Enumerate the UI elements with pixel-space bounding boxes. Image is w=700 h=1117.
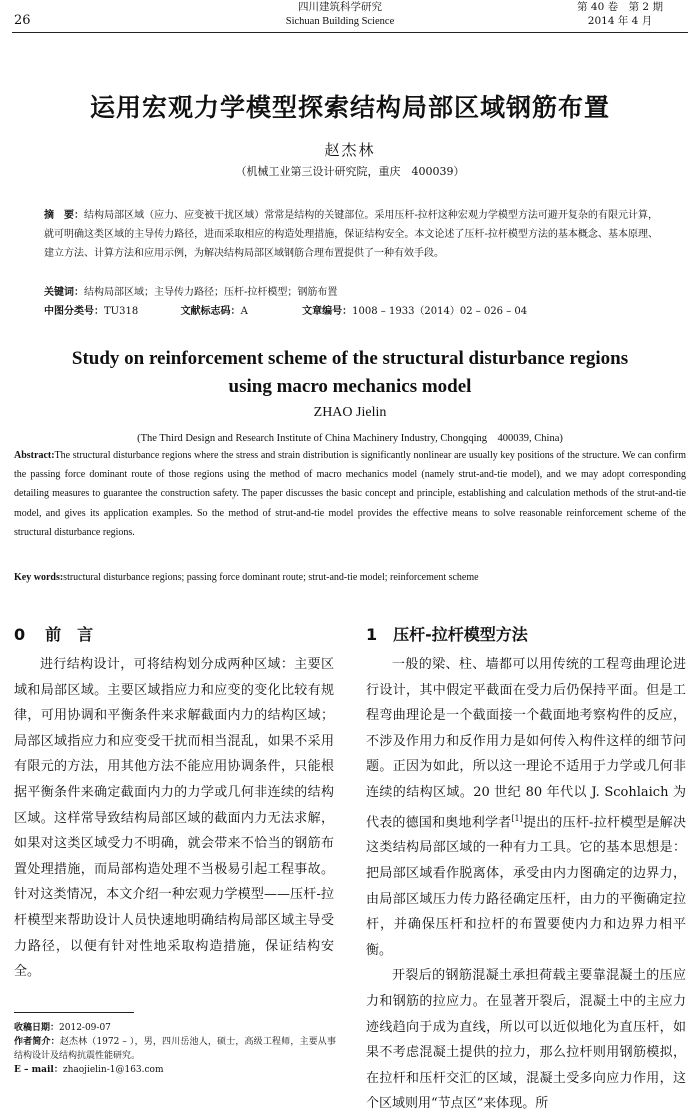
citation-1: [1] bbox=[511, 813, 523, 823]
clc-value: TU318 bbox=[104, 306, 139, 317]
author-email: zhaojielin-1@163.com bbox=[62, 1065, 164, 1075]
title-en-line1: Study on reinforcement scheme of the structural disturbance regions bbox=[71, 348, 629, 369]
abstract-en-text: The structural disturbance regions where the stress and strain distribution is significantly nonlinear are usually key positions of the structure. We can confirm the passing force dominant route of those regions using the method of macro mechanics model (namely strut-and-tie model), and we may adopt corresponding detailing measures to guarantee the construction safety. The paper discusses the basic concept and principle, establishing and calculation methods of the strut-and-tie model, and gives its application examples. So the method of strut-and-tie model provides the effective means to solve reasonable reinforcement scheme of the structural disturbance regions. bbox=[14, 450, 686, 538]
author-en: ZHAO Jielin bbox=[313, 405, 387, 420]
affiliation-en: (The Third Design and Research Institute of China Machinery Industry, Chongqing 400039, China) bbox=[137, 433, 563, 444]
title-cn: 运用宏观力学模型探索结构局部区域钢筋布置 bbox=[89, 93, 610, 122]
abstract-en-label: Abstract: bbox=[14, 450, 55, 461]
keywords-cn-label: 关键词： bbox=[44, 287, 84, 298]
keywords-cn bbox=[44, 283, 658, 302]
title-en-line2: using macro mechanics model bbox=[228, 376, 472, 397]
abstract-cn bbox=[44, 206, 658, 263]
affiliation-cn: （机械工业第三设计研究院，重庆 400039） bbox=[235, 165, 465, 178]
received-date: 2012-09-07 bbox=[59, 1023, 111, 1033]
doc-code-label: 文献标志码： bbox=[180, 306, 241, 317]
keywords-en-text: structural disturbance regions; passing force dominant route; strut-and-tie model; reinforcement scheme bbox=[63, 572, 479, 583]
doc-code-value: A bbox=[240, 306, 248, 317]
journal-name-cn: 四川建筑科学研究 bbox=[298, 1, 382, 13]
section-0-title: 前 言 bbox=[45, 625, 94, 644]
keywords-cn-text: 结构局部区域；主导传力路径；压杆-拉杆模型；钢筋布置 bbox=[84, 287, 338, 298]
classification-line bbox=[44, 302, 658, 321]
keywords-en bbox=[14, 568, 686, 587]
abstract-cn-label: 摘 要： bbox=[44, 210, 85, 221]
received-label: 收稿日期： bbox=[14, 1023, 60, 1033]
section-1-body bbox=[366, 652, 686, 1117]
footnote bbox=[14, 1021, 336, 1077]
clc-label: 中图分类号： bbox=[44, 306, 104, 317]
keywords-en-label: Key words: bbox=[14, 572, 64, 583]
section-1-number: 1 bbox=[366, 625, 378, 644]
author-cn: 赵杰林 bbox=[324, 141, 376, 159]
section-1-title: 压杆-拉杆模型方法 bbox=[393, 625, 528, 644]
journal-name-en: Sichuan Building Science bbox=[285, 16, 395, 27]
issue-date: 2014 年 4 月 bbox=[587, 15, 653, 27]
section-0-heading bbox=[14, 622, 334, 645]
section-0-body bbox=[14, 652, 334, 985]
page-number: 26 bbox=[14, 13, 31, 28]
volume-issue: 第 40 卷 第 2 期 bbox=[577, 1, 663, 13]
abstract-en bbox=[14, 446, 686, 542]
footnote-rule bbox=[14, 1012, 134, 1013]
section-1-paragraph-1-text-a: 一般的梁、柱、墙都可以用传统的工程弯曲理论进行设计，其中假定平截面在受力后仍保持平面。但是工程弯曲理论是一个截面接一个截面地考察构件的反应，不涉及作用力和反作用力是如何传入构件这样的细节问题。正因为如此，所以这一理论不适用于力学或几何非连续的结构区域。20 世纪 80 年代以 J. Scohlaich 为代表的德国和奥地利学者 bbox=[366, 657, 686, 830]
section-1-paragraph-2: 开裂后的钢筋混凝土承担荷载主要靠混凝土的压应力和钢筋的拉应力。在显著开裂后，混凝土中的主应力迹线趋向于成为直线，所以可以近似地化为直压杆，如果不考虑混凝土提供的拉力，那么拉杆则用钢筋模拟，在拉杆和压杆交汇的区域，混凝土受多向应力作用，这个区域则用“节点区”来体现。所 bbox=[366, 968, 686, 1112]
article-number-label: 文章编号： bbox=[302, 306, 353, 317]
section-1-paragraph-1-text-b: 提出的压杆-拉杆模型是解决这类结构局部区域的一种有力工具。它的基本思想是：把局部区域看作脱离体，承受由内力图确定的边界力，由局部区域压力传力路径确定压杆，由力的平衡确定拉杆，并确保压杆和拉杆的布置要使内力和边界力相平衡。 bbox=[366, 814, 686, 958]
section-1-paragraph-1 bbox=[366, 652, 686, 963]
author-bio: 赵杰林（1972 – ），男，四川岳池人，硕士，高级工程师，主要从事结构设计及结构抗震性能研究。 bbox=[14, 1037, 336, 1061]
section-0-paragraph-1: 进行结构设计，可将结构划分成两种区域：主要区域和局部区域。主要区域指应力和应变的变化比较有规律，可用协调和平衡条件来求解截面内力的结构区域；局部区域指应力和应变受干扰而相当混乱，如果不采用有限元的方法，用其他方法不能应用协调条件，只能根据平衡条件来确定截面内力的力学或几何非连续的结构区域。这样常导致结构局部区域的截面内力无法求解，如果对这类区域受力不明确，就会带来不恰当的钢筋布置处理措施，而局部构造处理不当极易引起工程事故。针对这类情况，本文介绍一种宏观力学模型——压杆-拉杆模型来帮助设计人员快速地明确结构局部区域主导受力路径，以便有针对性地采取构造措施，保证结构安全。 bbox=[14, 657, 334, 980]
article-number-value: 1008 – 1933（2014）02 – 026 – 04 bbox=[352, 306, 528, 317]
section-0-number: 0 bbox=[14, 625, 26, 644]
section-1-heading bbox=[366, 622, 686, 645]
email-label: E – mail： bbox=[14, 1065, 63, 1075]
header-rule bbox=[12, 32, 688, 33]
abstract-cn-text: 结构局部区域（应力、应变被干扰区域）常常是结构的关键部位。采用压杆-拉杆这种宏观力学模型方法可避开复杂的有限元计算，就可明确这类区域的主导传力路径，进而采取相应的构造处理措施，保证结构安全。本文论述了压杆-拉杆模型方法的基本概念、基本原理、建立方法、计算方法和应用示例，为解决结构局部区域钢筋合理布置提供了一种有效手段。 bbox=[44, 210, 658, 259]
author-bio-label: 作者简介： bbox=[14, 1037, 60, 1047]
